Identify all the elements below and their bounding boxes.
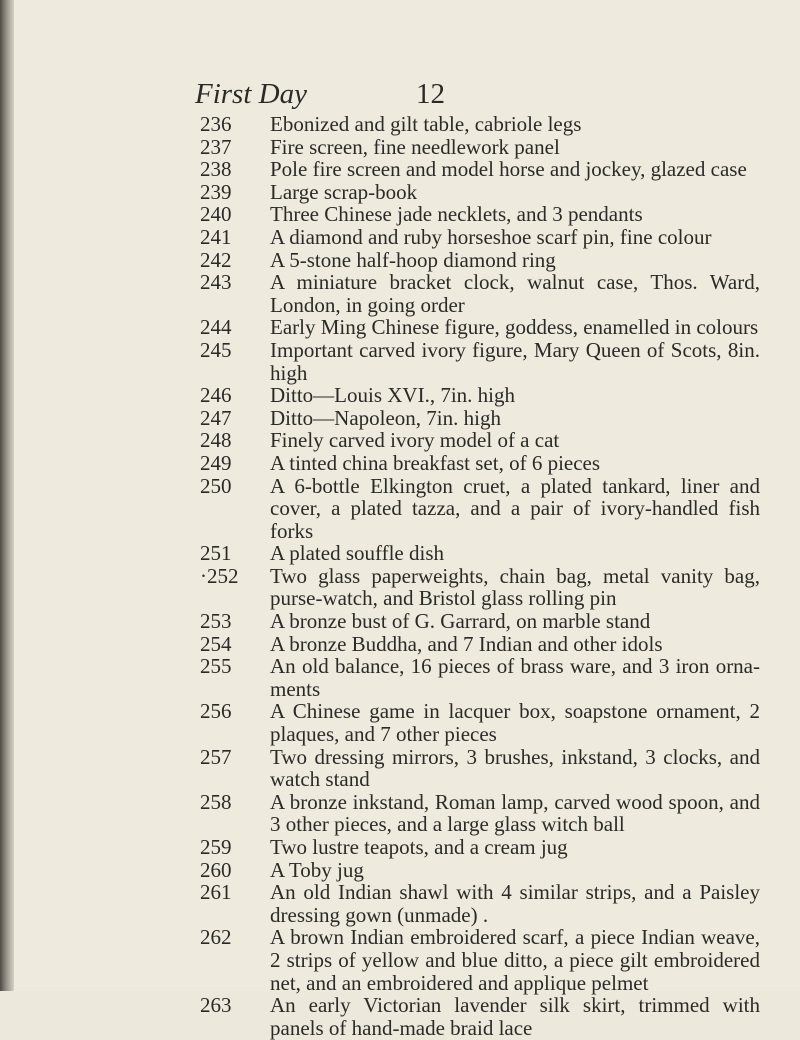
lot-description: A tinted china breakfast set, of 6 pieces [270,450,601,475]
lot-entry [200,158,760,181]
lot-number: 242 [200,247,232,272]
lot-description: An old Indian shawl with 4 similar strips, and a Paisley dressing gown (unmade) . [270,880,760,927]
lot-entry [200,339,760,384]
lot-number: 245 [200,337,232,362]
lot-entry [200,203,760,226]
lot-list [200,113,760,1039]
lot-entry [200,791,760,836]
lot-number: 262 [200,925,232,950]
lot-entry [200,113,760,136]
lot-number: 238 [200,157,232,182]
lot-description: Ditto—Louis XVI., 7in. high [270,383,515,408]
lot-entry [200,633,760,656]
lot-description: Ditto—Napoleon, 7in. high [270,405,501,430]
lot-number: 254 [200,631,232,656]
lot-number: 263 [200,993,232,1018]
lot-description: Finely carved ivory model of a cat [270,428,560,453]
lot-entry [200,249,760,272]
lot-number: 240 [200,202,232,227]
lot-entry [200,136,760,159]
lot-description: Two dressing mirrors, 3 brushes, inkstand, 3 clocks, and watch stand [270,744,760,792]
book-spine-shadow [0,0,14,991]
lot-description: A 5-stone half-hoop diamond ring [270,247,556,272]
page-number: 12 [416,78,445,110]
lot-number: 236 [200,112,232,136]
lot-entry [200,452,760,475]
lot-description: A bronze bust of G. Garrard, on marble stand [270,609,651,634]
lot-description: Two lustre teapots, and a cream jug [270,835,568,859]
lot-entry [200,316,760,339]
lot-entry [200,226,760,249]
lot-description: An early Victorian lavender silk skirt, trimmed with panels of hand-made braid lace [270,993,760,1040]
lot-entry [200,610,760,633]
lot-number: 239 [200,179,232,204]
lot-description: Early Ming Chinese figure, goddess, enamelled in colours [270,315,759,340]
lot-number: 249 [200,450,232,475]
lot-entry [200,271,760,316]
lot-entry [200,655,760,700]
lot-number: 256 [200,699,232,724]
lot-description: A plated souffle dish [270,541,445,566]
lot-entry [200,881,760,926]
lot-entry [200,181,760,204]
lot-number: 244 [200,315,232,340]
lot-entry [200,475,760,543]
lot-description: A Toby jug [270,857,364,882]
lot-entry [200,746,760,791]
lot-description: A Chinese game in lacquer box, soapstone ornament, 2 plaques, and 7 other pieces [270,699,760,747]
lot-number: ·252 [200,563,239,588]
page-title: First Day [195,78,307,110]
lot-description: A bronze inkstand, Roman lamp, carved wood spoon, and 3 other pieces, and a large glass witch ball [270,789,760,837]
lot-number: 258 [200,789,232,814]
lot-number: 251 [200,541,232,566]
lot-number: 247 [200,405,232,430]
lot-description: Two glass paperweights, chain bag, metal vanity bag, purse-watch, and Bristol glass rolling pin [270,563,760,611]
lot-number: 257 [200,744,232,769]
lot-number: 250 [200,473,232,498]
lot-number: 243 [200,270,232,295]
lot-number: 248 [200,428,232,453]
lot-entry [200,926,760,994]
lot-number: 237 [200,134,232,159]
lot-entry [200,542,760,565]
lot-description: Three Chinese jade necklets, and 3 pendants [270,202,643,227]
lot-number: 260 [200,857,232,882]
lot-entry [200,407,760,430]
lot-description: Pole fire screen and model horse and jockey, glazed case [270,157,747,182]
lot-description: A 6-bottle Elkington cruet, a plated tankard, liner and cover, a plated tazza, and a pair of ivory-handled fish forks [270,473,760,543]
lot-description: Important carved ivory figure, Mary Queen of Scots, 8in. high [270,337,760,385]
lot-number: 261 [200,880,232,905]
lot-entry [200,859,760,882]
lot-entry [200,565,760,610]
lot-description: A brown Indian embroidered scarf, a piece Indian weave, 2 strips of yellow and blue ditto, a piece gilt embroidered net, and an embroidered and applique pelmet [270,925,760,995]
lot-description: A diamond and ruby horseshoe scarf pin, fine colour [270,224,712,249]
lot-description: A miniature bracket clock, walnut case, Thos. Ward, London, in going order [270,270,760,317]
lot-number: 259 [200,835,232,859]
lot-description: Fire screen, fine needlework panel [270,134,560,159]
lot-entry [200,836,760,859]
lot-description: Large scrap-book [270,179,418,204]
lot-number: 246 [200,383,232,408]
lot-description: Ebonized and gilt table, cabriole legs [270,112,582,136]
lot-entry [200,384,760,407]
lot-number: 255 [200,654,232,679]
lot-entry [200,700,760,745]
lot-number: 241 [200,224,232,249]
lot-entry [200,429,760,452]
lot-entry [200,994,760,1039]
lot-description: An old balance, 16 pieces of brass ware, and 3 iron orna-ments [270,654,760,701]
lot-number: 253 [200,609,232,634]
lot-description: A bronze Buddha, and 7 Indian and other idols [270,631,663,656]
